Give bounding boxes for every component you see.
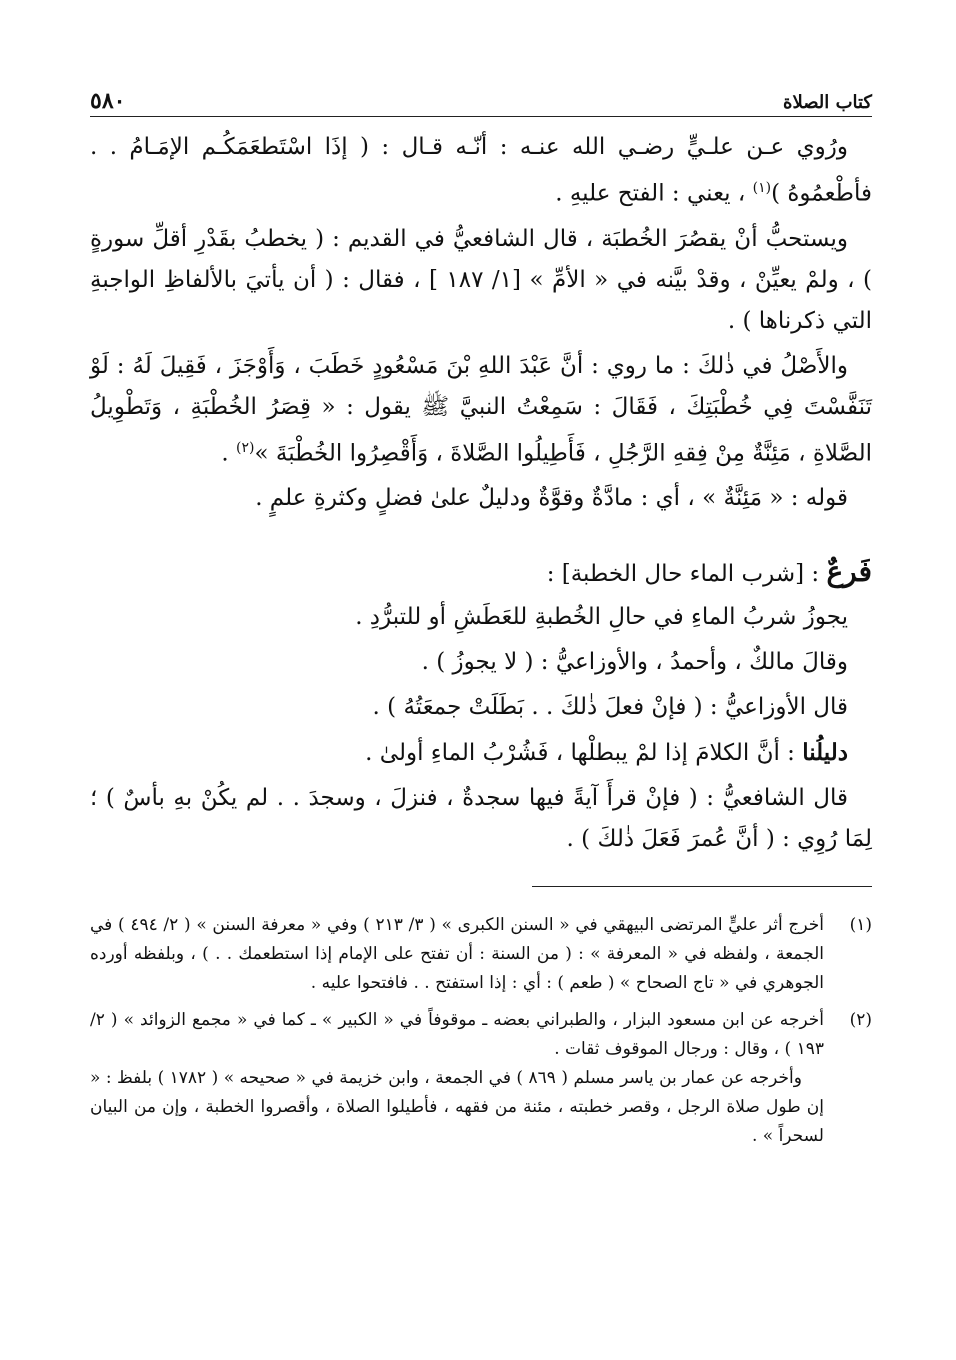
paragraph-closing: قال الشافعيُّ : ( فإنْ قرأَ آيةً فيها سجدةٌ ، فنزلَ ، وسجدَ . . لم يكُنْ بهِ بأسٌ ) ؛ لِمَا رُوِي : ( أنَّ عُمرَ فَعَلَ ذٰلكَ ) .: [90, 785, 872, 853]
running-title: كتاب الصلاة: [783, 92, 872, 113]
evidence-label: دليلُنا: [802, 739, 848, 767]
footnote-number: (٢): [849, 1010, 872, 1031]
paragraph-ali-narration: [90, 127, 872, 215]
paragraph-ibn-masud: [90, 346, 872, 475]
page-number: ٥٨٠: [90, 88, 126, 114]
branch-heading: [90, 551, 872, 595]
footnote-body: [90, 1006, 824, 1151]
footnote-text: أخرج أثر عليٍّ المرتضى البيهقي في « السنن الكبرى » ( ٣/ ٢١٣ ) وفي « معرفة السنن » ( ٢/ ٤٩٤ ) في الجمعة ، ولفظه في « المعرفة » : ( من السنة : أن تفتح على الإمام إذا استطعمك . . ) ، وبلفظه أورده الجوهري في « تاج الصحاح » ( طعم ) : أي : إذا استفتح . . فافتحوا عليه .: [90, 915, 824, 994]
footnote-text: أخرجه عن ابن مسعود البزار ، والطبراني بعضه ـ موقوفاً في « الكبير » ـ كما في « مجمع الزوائد » ( ٢/ ١٩٣ ) ، وقال : ورجال الموقوف ثقات .: [90, 1010, 824, 1060]
paragraph-text: والأَصْلُ في ذٰلكَ : ما روي : أنَّ عَبْدَ اللهِ بْنَ مَسْعُودٍ خَطَبَ ، وَأَوْجَزَ ، فَقِيلَ لَهُ : لَوْ تَنَفَّسْتَ فِي خُطْبَتِكَ ، فَقَالَ : سَمِعْتُ النبيَّ ﷺ يقول : « قِصَرُ الخُطْبَةِ ، وَتَطْوِيلُ الصَّلاةِ ، مَئِنَّةٌ مِنْ فِقهِ الرَّجُلِ ، فَأَطِيلُوا الصَّلاةَ ، وَأَقْصِرُوا الخُطْبَةَ »: [90, 352, 872, 467]
evidence-line: [90, 732, 872, 774]
footnotes: [90, 911, 872, 1151]
main-text: [90, 127, 872, 860]
paragraph-text: قوله : « مَئِنَّةٌ » ، أي : مادَّةٌ وقوَّةٌ ودليلٌ علىٰ فضلٍ وكثرةِ علمٍ .: [255, 485, 848, 512]
paragraph-tail: ، يعني : الفتح عليهِ .: [555, 180, 753, 207]
branch-label: فَرعٌ: [826, 555, 872, 589]
evidence-text: : أنَّ الكلامَ إذا لمْ يبطلْها ، فَشُرْبُ الماءِ أولىٰ .: [365, 740, 803, 767]
footnote-ref-1: (١): [752, 180, 772, 196]
paragraph-word-explanation: [90, 478, 872, 519]
paragraph-tail: .: [221, 440, 237, 467]
footnote-ref-2: (٢): [236, 439, 255, 456]
footnote-2: [90, 1006, 872, 1151]
page-header: [90, 80, 872, 117]
footnote-divider: [532, 886, 872, 887]
branch-line: وقالَ مالكٌ ، وأحمدُ ، والأوزاعيُّ : ( لا يجوزُ ) .: [421, 649, 848, 676]
paragraph-text: ويستحبُّ أنْ يقصُرَ الخُطبَة ، قال الشافعيُّ في القديم : ( يخطبُ بقَدْرِ أقلِّ سورةٍ ) ، ولمْ يعيِّنْ ، وقدْ بيَّنه في « الأمِّ » [١/ ١٨٧ ] ، فقال : ( أن يأتيَ بالألفاظِ الواجبةِ التي ذكرناها ) .: [90, 225, 872, 334]
branch-line: يجوزُ شربُ الماءِ في حالِ الخُطبةِ للعَطَشِ أو للتبرُّدِ .: [355, 604, 848, 631]
paragraph-short-sermon: [90, 219, 872, 342]
paragraph-text: ورُوي عـن علـيٍّ رضـي الله عنـه : أنّـه قـال : ( إذَا اسْتَطعَمَكُـم الإمَـامُ . . فأطْعمُوهُ ): [90, 134, 872, 207]
book-page: [90, 80, 872, 1159]
footnote-1: [90, 911, 872, 998]
footnote-subparagraph: وأخرجه عن عمار بن ياسر مسلم ( ٨٦٩ ) في الجمعة ، وابن خزيمة في « صحيحه » ( ١٧٨٢ ) بلفظ : « إن طول صلاة الرجل ، وقصر خطبته ، مئنة من فقهه ، فأطيلوا الصلاة ، وأقصروا الخطبة ، وإن من البيان لسحراً » .: [90, 1068, 824, 1147]
branch-line: قال الأوزاعيُّ : ( فإنْ فعلَ ذٰلكَ . . بَطَلَتْ جمعَتُهُ ) .: [372, 694, 848, 721]
branch-title: : [شرب الماء حال الخطبة] :: [546, 561, 827, 588]
footnote-number: (١): [849, 915, 872, 936]
